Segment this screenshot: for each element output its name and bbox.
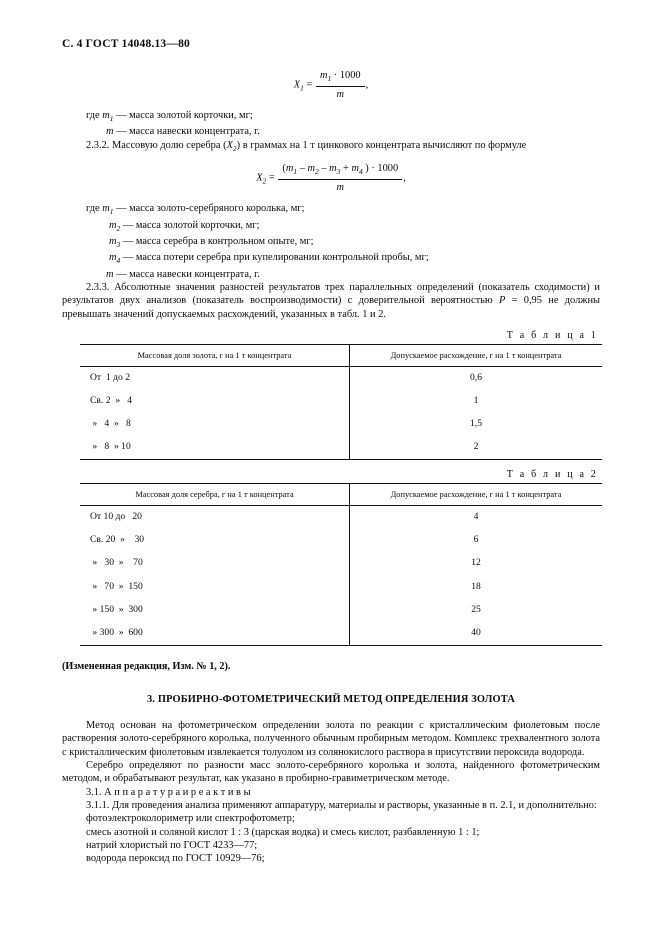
reagent-item-3: водорода пероксид по ГОСТ 10929—76; — [86, 853, 265, 865]
where2-line-m3 — [62, 235, 600, 251]
table2-range-1: Св. 20 » 30 — [80, 529, 350, 552]
table1-header-measure: Массовая доля золота, г на 1 т концентрата — [80, 344, 350, 366]
clause-2-3-3 — [62, 281, 600, 321]
formula-x2-fraction — [278, 162, 402, 194]
where-line-m1 — [62, 109, 600, 125]
where-var-m: m — [106, 126, 114, 138]
formula-x2-comma: , — [403, 172, 406, 184]
table2-value-4: 25 — [471, 603, 481, 615]
table1-range-0: От 1 до 2 — [80, 366, 350, 390]
where2-line-m2 — [62, 219, 600, 235]
where-var-m1-sub: 1 — [109, 114, 114, 124]
formula-x2-lhs: X — [256, 172, 263, 184]
clause-2-3-3-part2: не должны превышать значений допускаемых расхождений, указанных в табл. 1 и 2. — [62, 295, 600, 320]
table2-value-3: 18 — [471, 580, 481, 592]
where2-text-m3: — масса серебра в контрольном опыте, мг; — [120, 235, 314, 247]
table-row — [80, 529, 602, 552]
table-row — [80, 506, 602, 530]
formula-x1-equals: = — [306, 79, 313, 91]
table-row — [80, 390, 602, 413]
section-3-paragraph-1: Метод основан на фотометрическом определении золота по реакции с кристаллическим фиолетовым после растворения золото-серебряного королька, полученного обычным пробирным методом. Комплекс трехвалентного золота с кристаллическим фиолетовым извлекается толуолом из солянокислого раствора в присутствии пероксида водорода. — [62, 720, 600, 758]
clause-2-3-3-part1: 2.3.3. Абсолютные значения разностей результатов трех параллельных определений (показатель сходимости) и результатов двух анализов (показатель воспроизводимости) с доверительной вероятностью — [62, 282, 600, 307]
formula-x1-num-var: m — [319, 70, 328, 81]
formula-x1-num-sub: 1 — [327, 74, 332, 84]
table-silver-tolerances — [80, 483, 602, 646]
where-keyword: где — [86, 110, 103, 122]
table2-range-3: » 70 » 150 — [80, 576, 350, 599]
table2-value-2: 12 — [471, 557, 481, 569]
formula-x2-lhs-sub: 2 — [262, 176, 267, 186]
clause-3-1: 3.1. А п п а р а т у р а и р е а к т и в ы — [86, 786, 251, 798]
document-body — [62, 62, 600, 865]
table2-caption: Т а б л и ц а 2 — [506, 469, 598, 481]
table-row — [80, 366, 602, 390]
table-row — [80, 552, 602, 575]
table2-value-5: 40 — [471, 626, 481, 638]
formula-x1-num-rest: · 1000 — [331, 70, 361, 81]
section-3-title: 3. ПРОБИРНО-ФОТОМЕТРИЧЕСКИЙ МЕТОД ОПРЕДЕЛЕНИЯ ЗОЛОТА — [147, 694, 515, 706]
page-header: С. 4 ГОСТ 14048.13—80 — [62, 38, 190, 50]
formula-x1-denominator: m — [336, 89, 345, 101]
where2-var-m3: m — [109, 235, 117, 247]
where2-var-m2: m — [109, 219, 117, 231]
table1-header-tolerance: Допускаемое расхождение, г на 1 т концентрата — [350, 344, 603, 366]
where2-line-m — [62, 268, 600, 281]
table1-header-row — [80, 344, 602, 366]
formula-x1-lhs-sub: 1 — [300, 83, 304, 93]
where2-var-m4-sub: 4 — [116, 256, 121, 266]
formula-x1-fraction — [316, 69, 365, 101]
table2-value-1: 6 — [473, 534, 479, 546]
formula-x1-numerator — [316, 69, 365, 87]
clause-2-3-2-post: ) в граммах на 1 т цинкового концентрата вычисляют по формуле — [236, 139, 527, 151]
table1-caption: Т а б л и ц а 1 — [506, 329, 598, 341]
where-var-m1: m — [102, 110, 110, 122]
table1-value-3: 2 — [473, 441, 479, 453]
table-row — [80, 599, 602, 622]
where2-text-m: — масса навески концентрата, г. — [113, 268, 260, 280]
table2-value-0: 4 — [473, 511, 479, 523]
where-text-m1: — масса золотой корточки, мг; — [113, 110, 253, 122]
table1-range-2: » 4 » 8 — [80, 413, 350, 436]
formula-x2 — [62, 162, 600, 194]
clause-2-3-2-sub: 2 — [232, 143, 237, 153]
clause-2-3-3-prob-value: = 0,95 — [505, 295, 542, 307]
table2-range-4: » 150 » 300 — [80, 599, 350, 622]
formula-x1 — [62, 69, 600, 101]
formula-x1-lhs: X — [293, 79, 301, 91]
where2-line-m1 — [62, 202, 600, 218]
where2-var-m: m — [106, 268, 114, 280]
table1-value-1: 1 — [473, 394, 479, 406]
table1-value-0: 0,6 — [470, 371, 482, 383]
table1-range-1: Св. 2 » 4 — [80, 390, 350, 413]
reagent-item-0: фотоэлектроколориметр или спектрофотометр; — [86, 813, 295, 825]
table2-header-tolerance: Допускаемое расхождение, г на 1 т концентрата — [350, 484, 603, 506]
formula-x2-numerator: ($m_1 - m_2 - m_3 + m_4$ ) · 1000 — [278, 162, 402, 180]
formula-x2-denominator: m — [336, 182, 345, 194]
where-line-m — [62, 125, 600, 138]
reagent-item-1: смесь азотной и соляной кислот 1 : 3 (царская водка) и смесь кислот, разбавленную 1 : 1; — [86, 826, 480, 838]
table-gold-tolerances — [80, 344, 602, 460]
table-row — [80, 413, 602, 436]
table1-range-3: » 8 » 10 — [80, 436, 350, 460]
clause-2-3-2 — [62, 139, 600, 155]
where2-text-m1: — масса золото-серебряного королька, мг; — [113, 203, 305, 215]
clause-3-1-1: 3.1.1. Для проведения анализа применяют аппаратуру, материалы и растворы, указанные в п. 2.1, и дополнительно: — [86, 799, 597, 811]
where2-text-m4: — масса потери серебра при купелировании контрольной пробы, мг; — [120, 252, 429, 264]
table2-header-row — [80, 484, 602, 506]
table2-range-2: » 30 » 70 — [80, 552, 350, 575]
table-row — [80, 622, 602, 646]
where2-keyword: где — [86, 203, 103, 215]
table-row — [80, 576, 602, 599]
table2-header-measure: Массовая доля серебра, г на 1 т концентрата — [80, 484, 350, 506]
table1-value-2: 1,5 — [470, 418, 482, 430]
table-row — [80, 436, 602, 460]
table2-range-5: » 300 » 600 — [80, 622, 350, 646]
reagent-item-2: натрий хлористый по ГОСТ 4233—77; — [86, 839, 258, 851]
clause-2-3-2-pre: 2.3.2. Массовую долю серебра ( — [86, 139, 227, 151]
where2-line-m4 — [62, 251, 600, 267]
where2-var-m1-sub: 1 — [109, 207, 114, 217]
where2-var-m1: m — [102, 203, 110, 215]
table2-range-0: От 10 до 20 — [80, 506, 350, 530]
formula-x2-equals: = — [268, 172, 275, 184]
section-3-paragraph-2: Серебро определяют по разности масс золото-серебряного королька и золота, найденного фотометрическим методом, и обрабатывают результат, как указано в пробирно-гравиметрическом методе. — [62, 760, 600, 785]
clause-2-3-3-prob-var: P — [498, 295, 506, 307]
where-text-m: — масса навески концентрата, г. — [113, 126, 260, 138]
where2-var-m3-sub: 3 — [116, 240, 121, 250]
revision-note: (Измененная редакция, Изм. № 1, 2). — [62, 660, 231, 672]
clause-2-3-2-var: X — [226, 139, 233, 151]
formula-x1-comma: , — [365, 79, 369, 91]
where2-var-m4: m — [109, 252, 117, 264]
where2-var-m2-sub: 2 — [116, 223, 121, 233]
where2-text-m2: — масса золотой корточки, мг; — [120, 219, 260, 231]
